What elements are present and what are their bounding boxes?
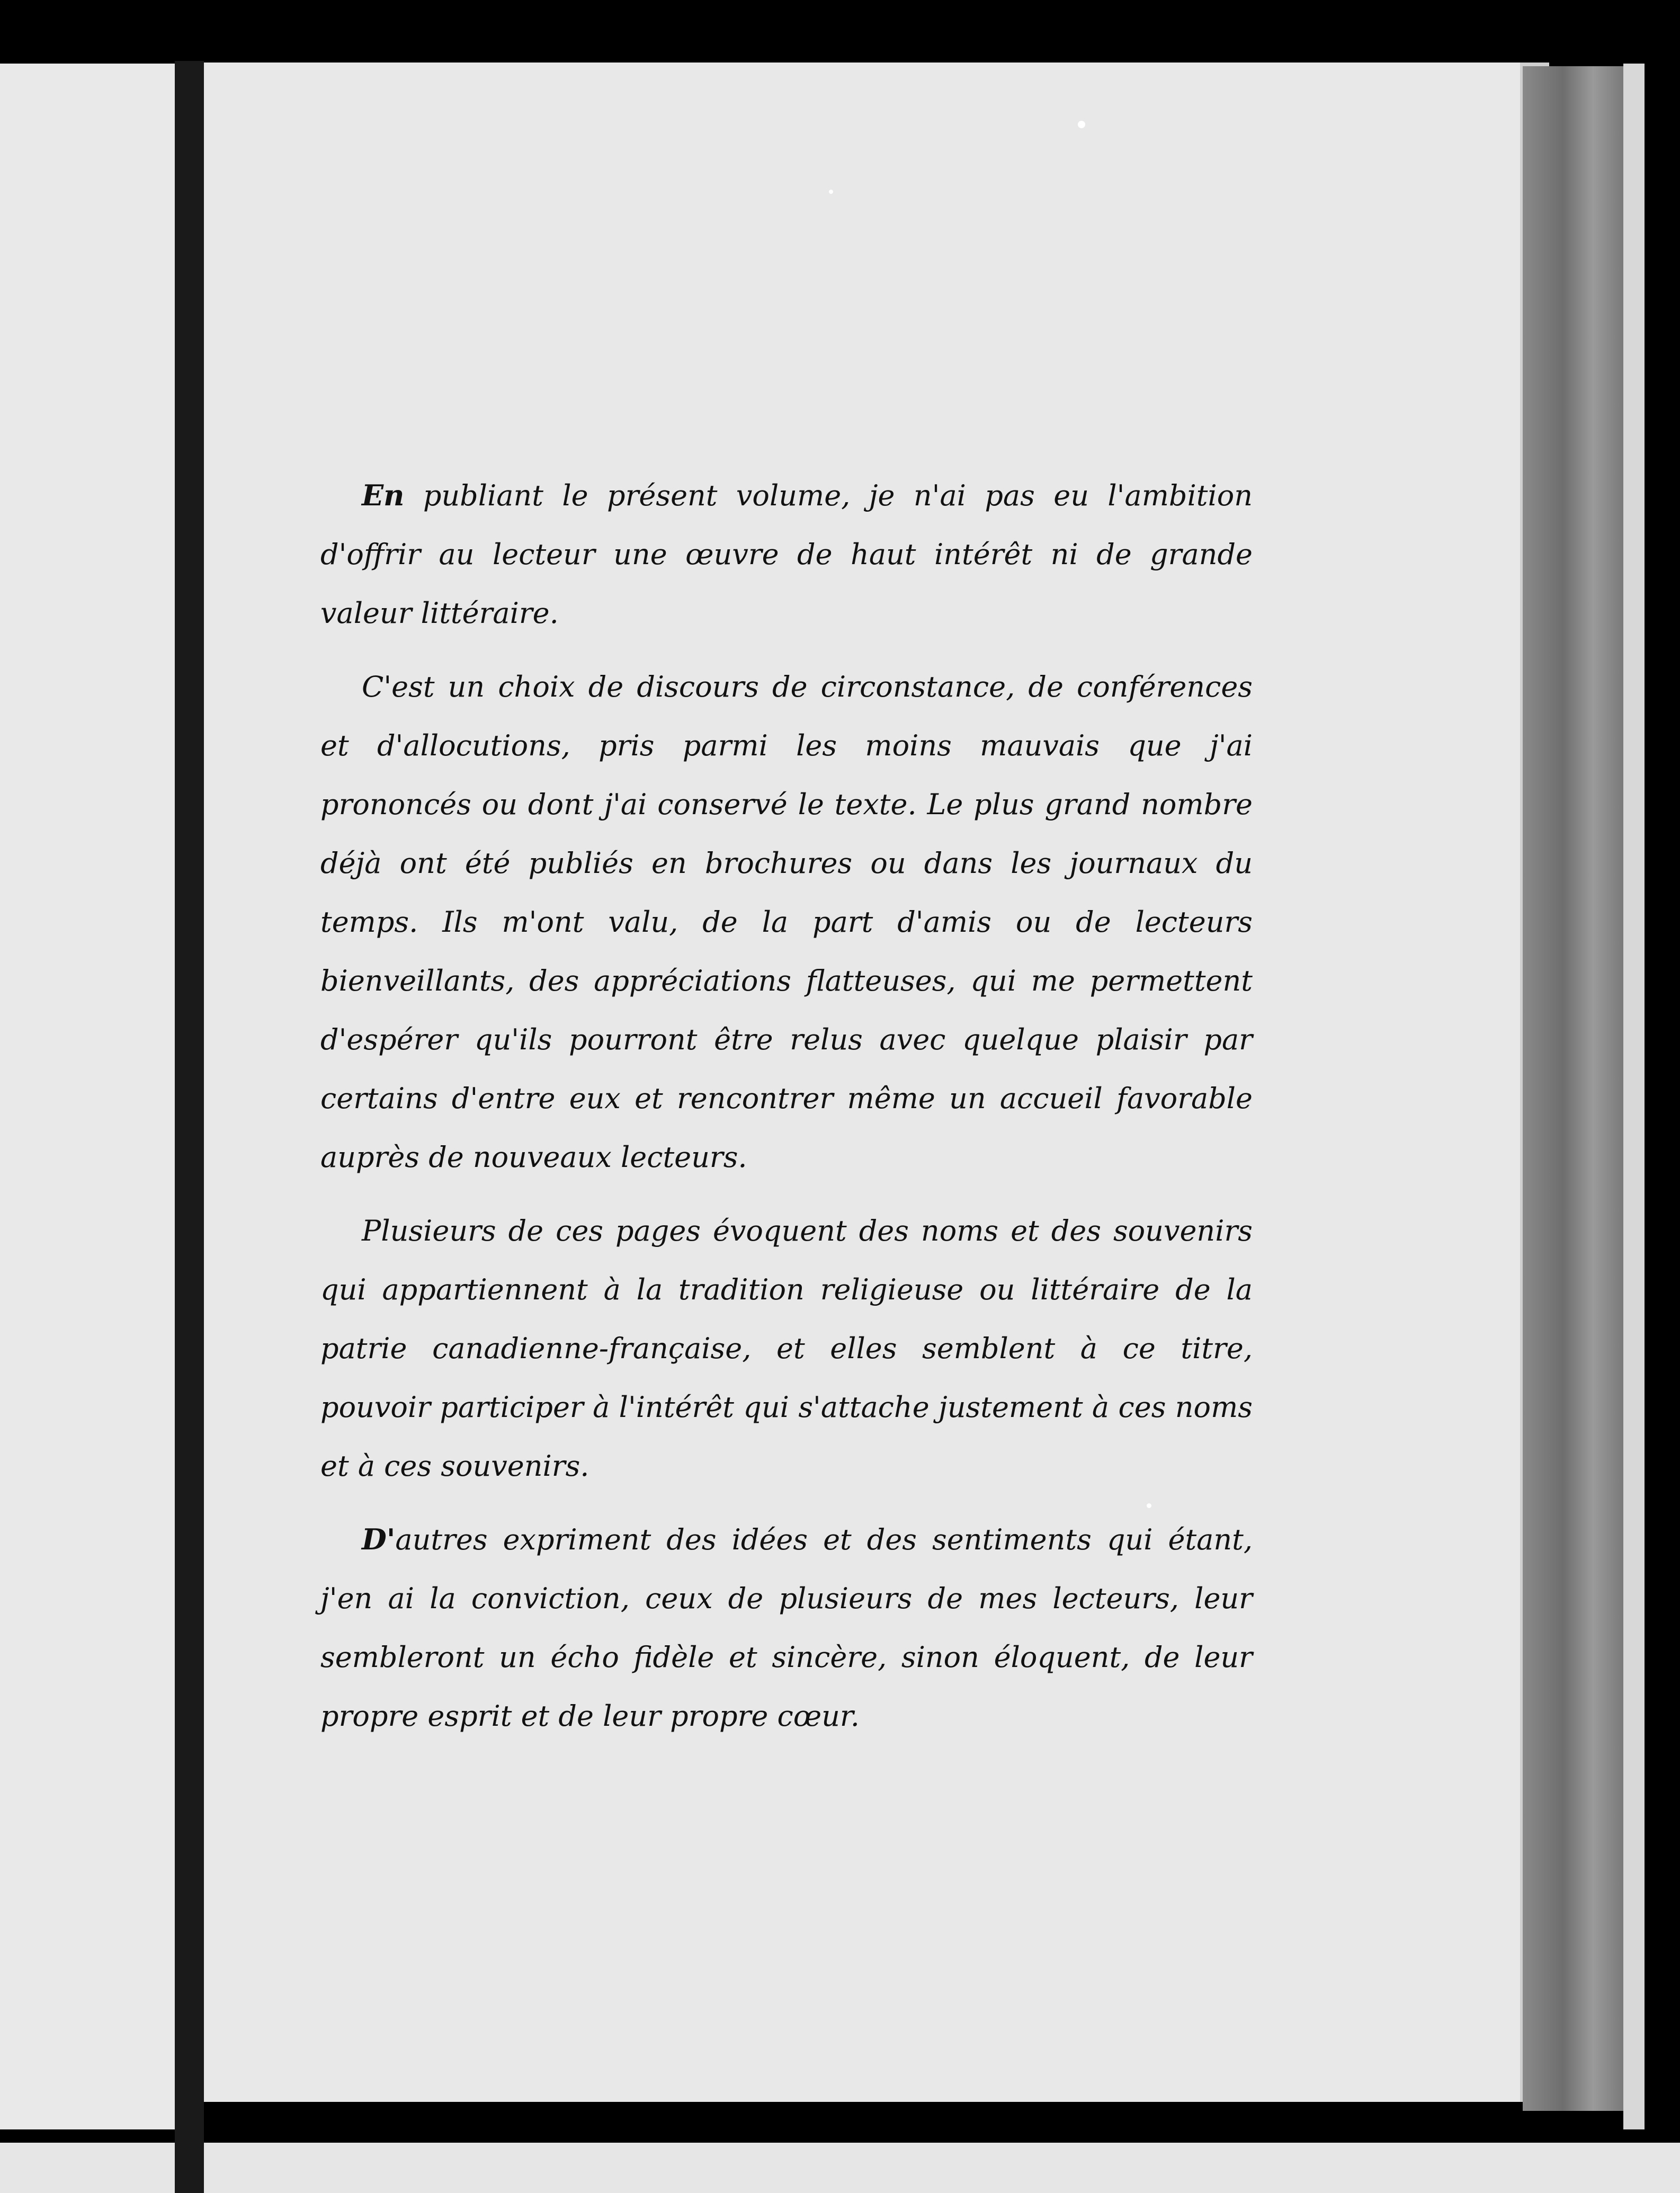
paragraph-1 bbox=[320, 466, 1253, 643]
paragraph-3 bbox=[320, 1201, 1253, 1495]
adjacent-frame-bottom bbox=[0, 2143, 1680, 2193]
paragraph-body: publiant le présent volume, je n'ai pas eu l'ambition d'offrir au lecteur une œuvre de haut intérêt ni de grande valeur littéraire. bbox=[320, 479, 1253, 630]
adjacent-frame-left bbox=[0, 64, 175, 2129]
paragraph-4 bbox=[320, 1510, 1253, 1745]
frame-divider-left bbox=[175, 61, 204, 2148]
preface-text bbox=[320, 466, 1253, 1760]
frame-divider-bottom bbox=[175, 2143, 204, 2193]
dust-speck bbox=[1078, 121, 1085, 128]
paragraph-body: Plusieurs de ces pages évoquent des noms et des souvenirs qui appartiennent à la tradition religieuse ou littéraire de la patrie canadienne-française, et elles semblent à ce titre, pouvoir participer à l'intérêt qui s'attache justement à ces noms et à ces souvenirs. bbox=[320, 1214, 1253, 1483]
paragraph-lead: En bbox=[362, 478, 405, 512]
adjacent-frame-right bbox=[1623, 64, 1645, 2129]
book-edge bbox=[1523, 66, 1623, 2111]
paragraph-2 bbox=[320, 657, 1253, 1187]
paragraph-lead: D' bbox=[362, 1522, 396, 1556]
paragraph-body: C'est un choix de discours de circonstance, de conférences et d'allocutions, pris parmi les moins mauvais que j'ai prononcés ou dont j'ai conservé le texte. Le plus grand nombre déjà ont été publiés en brochures ou dans les journaux du temps. Ils m'ont valu, de la part d'amis ou de lecteurs bienveillants, des appréciations flatteuses, qui me permettent d'espérer qu'ils pourront être relus avec quelque plaisir par certains d'entre eux et rencontrer même un accueil favorable auprès de nouveaux lecteurs. bbox=[320, 670, 1253, 1174]
dust-speck bbox=[829, 190, 833, 194]
paragraph-body: autres expriment des idées et des sentiments qui étant, j'en ai la conviction, ceux de plusieurs de mes lecteurs, leur sembleront un écho fidèle et sincère, sinon éloquent, de leur propre esprit et de leur propre cœur. bbox=[320, 1523, 1253, 1733]
